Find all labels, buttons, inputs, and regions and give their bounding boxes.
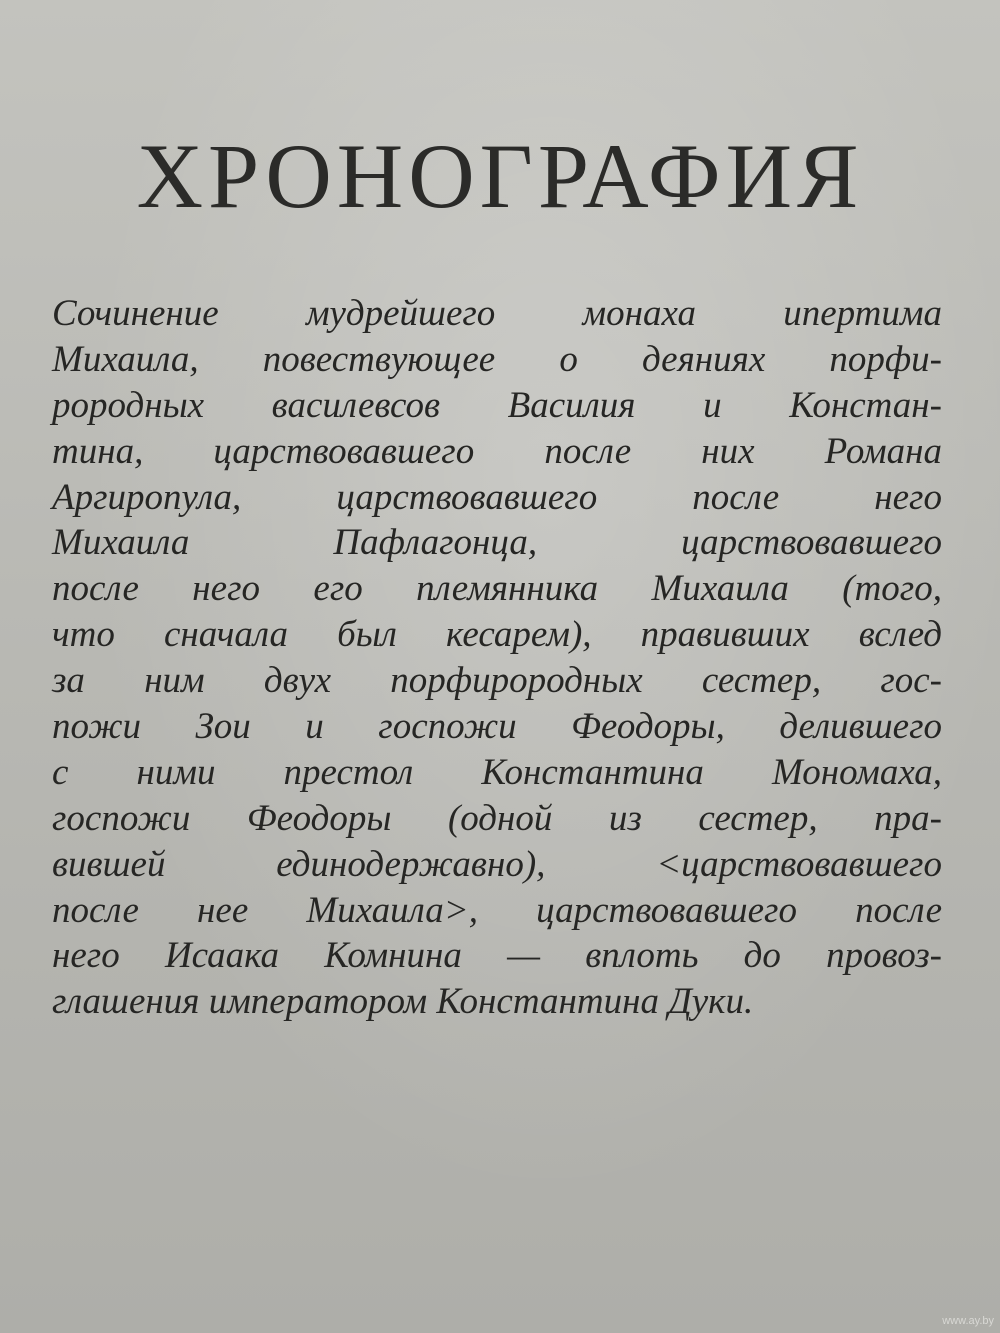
description-line: глашения императором Константина Дуки. <box>52 981 754 1023</box>
description-line: Михаила Пафлагонца, царствовавшего <box>52 522 942 564</box>
description-line: вившей единодержавно), <царствовавшего <box>52 843 942 885</box>
description-line: после него его племянника Михаила (того, <box>52 568 942 610</box>
description-line: с ними престол Константина Мономаха, <box>52 751 942 793</box>
description-line: Сочинение мудрейшего монаха ипертима <box>52 293 942 334</box>
description-line: после нее Михаила>, царствовавшего после <box>52 889 942 931</box>
description-line: что сначала был кесарем), правивших вслед <box>52 614 942 656</box>
description-line: Аргиропула, царствовавшего после него <box>52 476 942 518</box>
description-line: Михаила, повествующее о деяниях порфи- <box>52 338 942 380</box>
watermark: www.ay.by <box>942 1315 994 1327</box>
description-line: госпожи Феодоры (одной из сестер, пра- <box>52 797 942 839</box>
book-title: ХРОНОГРАФИЯ <box>136 125 864 227</box>
description-line: него Исаака Комнина — вплоть до провоз- <box>52 935 942 977</box>
description-line: пожи Зои и госпожи Феодоры, делившего <box>52 706 942 748</box>
description-line: за ним двух порфирородных сестер, гос- <box>52 660 942 702</box>
description-line: рородных василевсов Василия и Констан- <box>52 384 942 426</box>
description-line: тина, царствовавшего после них Романа <box>52 430 942 472</box>
book-description <box>52 291 942 1025</box>
